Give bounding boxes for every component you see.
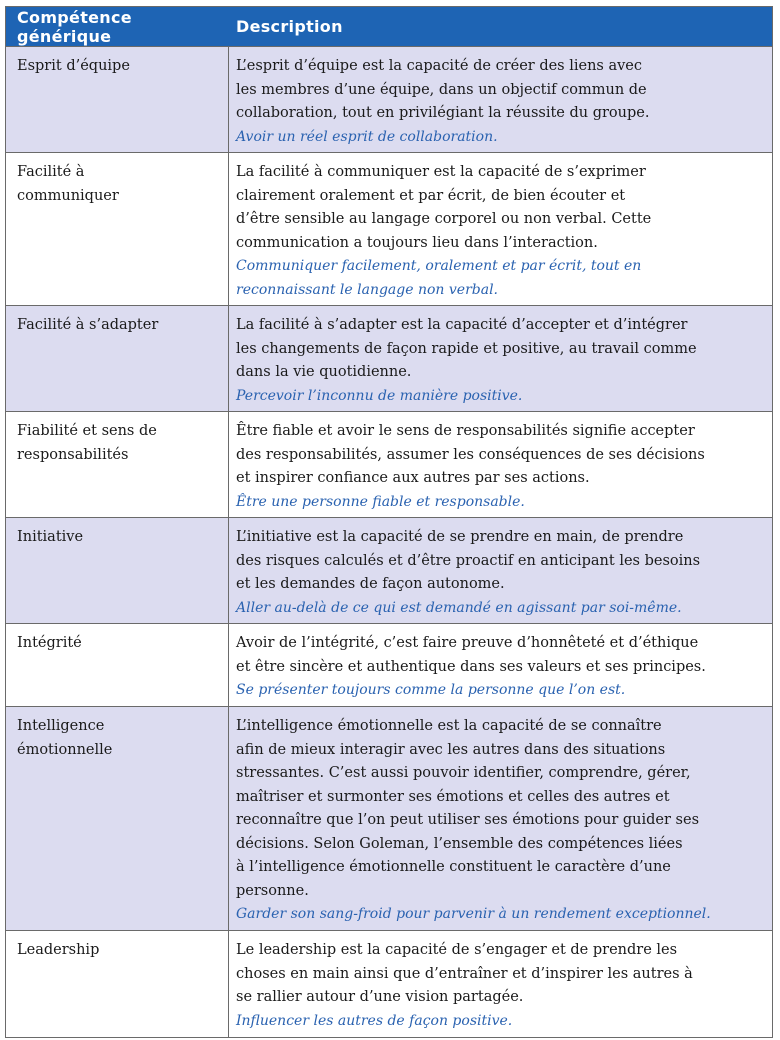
competence-description: L’initiative est la capacité de se prendre en main, de prendre des risques calculés et d’être proactif en anticipant les besoins et les demandes de façon autonome. (236, 529, 701, 592)
table-row (6, 47, 772, 153)
competence-description-cell (229, 47, 772, 152)
competence-summary: Influencer les autres de façon positive. (236, 1012, 513, 1029)
competence-name: Esprit d’équipe (6, 47, 229, 152)
table-row (6, 306, 772, 412)
competence-summary: Percevoir l’inconnu de manière positive. (236, 387, 523, 404)
table-row (6, 412, 772, 518)
table-row (6, 931, 772, 1037)
competence-summary: Être une personne fiable et responsable. (236, 493, 525, 510)
table-row (6, 153, 772, 306)
competence-description: L’esprit d’équipe est la capacité de créer des liens avec les membres d’une équipe, dans un objectif commun de collaboration, tout en privilégiant la réussite du groupe. (236, 58, 650, 121)
header-competence: Compétence générique (17, 7, 132, 46)
competence-description-cell (229, 931, 772, 1037)
competence-description: Le leadership est la capacité de s’engager et de prendre les choses en main ainsi que d’entraîner et d’inspirer les autres à se rallier autour d’une vision partagée. (236, 942, 693, 1005)
competence-name: Intégrité (6, 624, 229, 706)
competence-summary: Avoir un réel esprit de collaboration. (236, 128, 498, 145)
competence-name: Intelligence émotionnelle (6, 707, 229, 930)
competence-description-cell (229, 412, 772, 517)
competence-description: L’intelligence émotionnelle est la capacité de se connaître afin de mieux interagir avec les autres dans des situations stressantes. C’est aussi pouvoir identifier, comprendre, gérer, maîtriser et surmonter ses émotions et celles des autres et reconnaître que l’on peut utiliser ses émotions pour guider ses décisions. Selon Goleman, l’ensemble des compétences liées à l’intelligence émotionnelle constituent le caractère d’une personne. (236, 718, 700, 899)
competence-description-cell (229, 518, 772, 623)
competence-description: La facilité à communiquer est la capacité de s’exprimer clairement oralement et par écrit, de bien écouter et d’être sensible au langage corporel ou non verbal. Cette communication a toujours lieu dans l’interaction. (236, 164, 652, 251)
competence-description: La facilité à s’adapter est la capacité d’accepter et d’intégrer les changements de façon rapide et positive, au travail comme dans la vie quotidienne. (236, 317, 697, 380)
table-row (6, 518, 772, 624)
competence-summary: Garder son sang-froid pour parvenir à un rendement exceptionnel. (236, 906, 711, 922)
competence-description: Être fiable et avoir le sens de responsabilités signifie accepter des responsabilités, assumer les conséquences de ses décisions et inspirer confiance aux autres par ses actions. (236, 423, 705, 486)
table-row (6, 707, 772, 931)
competences-table (5, 6, 773, 1038)
table-header (6, 7, 772, 47)
competence-description-cell (229, 306, 772, 411)
competence-name: Facilité à s’adapter (6, 306, 229, 411)
competence-description-cell (229, 707, 772, 930)
table-row (6, 624, 772, 707)
competence-description: Avoir de l’intégrité, c’est faire preuve d’honnêteté et d’éthique et être sincère et authentique dans ses valeurs et ses principes. (236, 635, 706, 675)
competence-name: Fiabilité et sens de responsabilités (6, 412, 229, 517)
header-description: Description (236, 17, 343, 36)
competence-name: Leadership (6, 931, 229, 1037)
competence-name: Initiative (6, 518, 229, 623)
competence-summary: Se présenter toujours comme la personne que l’on est. (236, 682, 626, 698)
competence-summary: Aller au-delà de ce qui est demandé en agissant par soi-même. (236, 599, 682, 616)
competence-description-cell (229, 624, 772, 706)
competence-name: Facilité à communiquer (6, 153, 229, 305)
competence-summary: Communiquer facilement, oralement et par écrit, tout en reconnaissant le langage non verbal. (236, 258, 642, 298)
competence-description-cell (229, 153, 772, 305)
